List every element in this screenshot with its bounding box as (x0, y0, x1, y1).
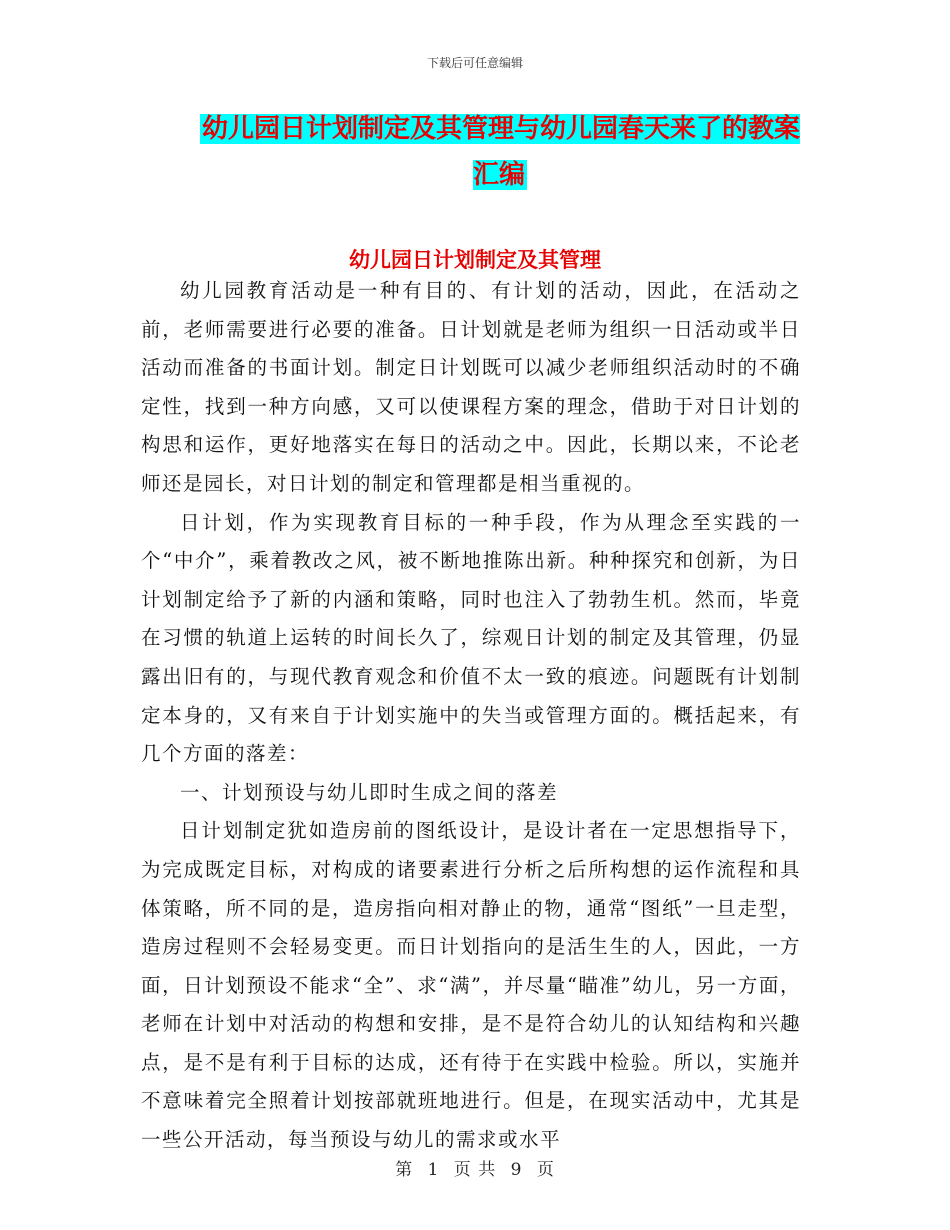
footer-label-end: 页 (536, 1160, 555, 1180)
footer-label-of: 页 共 (453, 1160, 497, 1180)
paragraph: 日计划制定犹如造房前的图纸设计，是设计者在一定思想指导下，为完成既定目标，对构成的诸要素进行分析之后所构想的运作流程和具体策略，所不同的是，造房指向相对静止的物，通常“图纸”一旦走型，造房过程则不会轻易变更。而日计划指向的是活生生的人，因此，一方面，日计划预设不能求“全”、求“满”，并尽量“瞄准”幼儿，另一方面，老师在计划中对活动的构想和安排，是不是符合幼儿的认知结构和兴趣点，是不是有利于目标的达成，还有待于在实践中检验。所以，实施并不意味着完全照着计划按部就班地进行。但是，在现实活动中，尤其是一些公开活动，每当预设与幼儿的需求或水平 (141, 819, 801, 1152)
document-title-text: 幼儿园日计划制定及其管理与幼儿园春天来了的教案汇编 (201, 114, 800, 190)
header-note: 下载后可任意编辑 (426, 56, 523, 70)
page-footer (0, 1155, 950, 1180)
subheading: 一、计划预设与幼儿即时生成之间的落差 (180, 780, 559, 804)
document-title (190, 106, 810, 198)
footer-current-page: 1 (427, 1160, 440, 1180)
section-title: 幼儿园日计划制定及其管理 (349, 248, 601, 272)
footer-label-page: 第 (395, 1160, 414, 1180)
paragraph: 幼儿园教育活动是一种有目的、有计划的活动，因此，在活动之前，老师需要进行必要的准备。日计划就是老师为组织一日活动或半日活动而准备的书面计划。制定日计划既可以减少老师组织活动时的不确定性，找到一种方向感，又可以使课程方案的理念，借助于对日计划的构思和运作，更好地落实在每日的活动之中。因此，长期以来，不论老师还是园长，对日计划的制定和管理都是相当重视的。 (141, 279, 801, 495)
footer-total-pages: 9 (510, 1160, 523, 1180)
paragraph: 日计划，作为实现教育目标的一种手段，作为从理念至实践的一个“中介”，乘着教改之风，被不断地推陈出新。种种探究和创新，为日计划制定给予了新的内涵和策略，同时也注入了勃勃生机。然而，毕竟在习惯的轨道上运转的时间长久了，综观日计划的制定及其管理，仍显露出旧有的，与现代教育观念和价值不太一致的痕迹。问题既有计划制定本身的，又有来自于计划实施中的失当或管理方面的。概括起来，有几个方面的落差： (141, 510, 801, 766)
body-text (141, 272, 801, 1160)
